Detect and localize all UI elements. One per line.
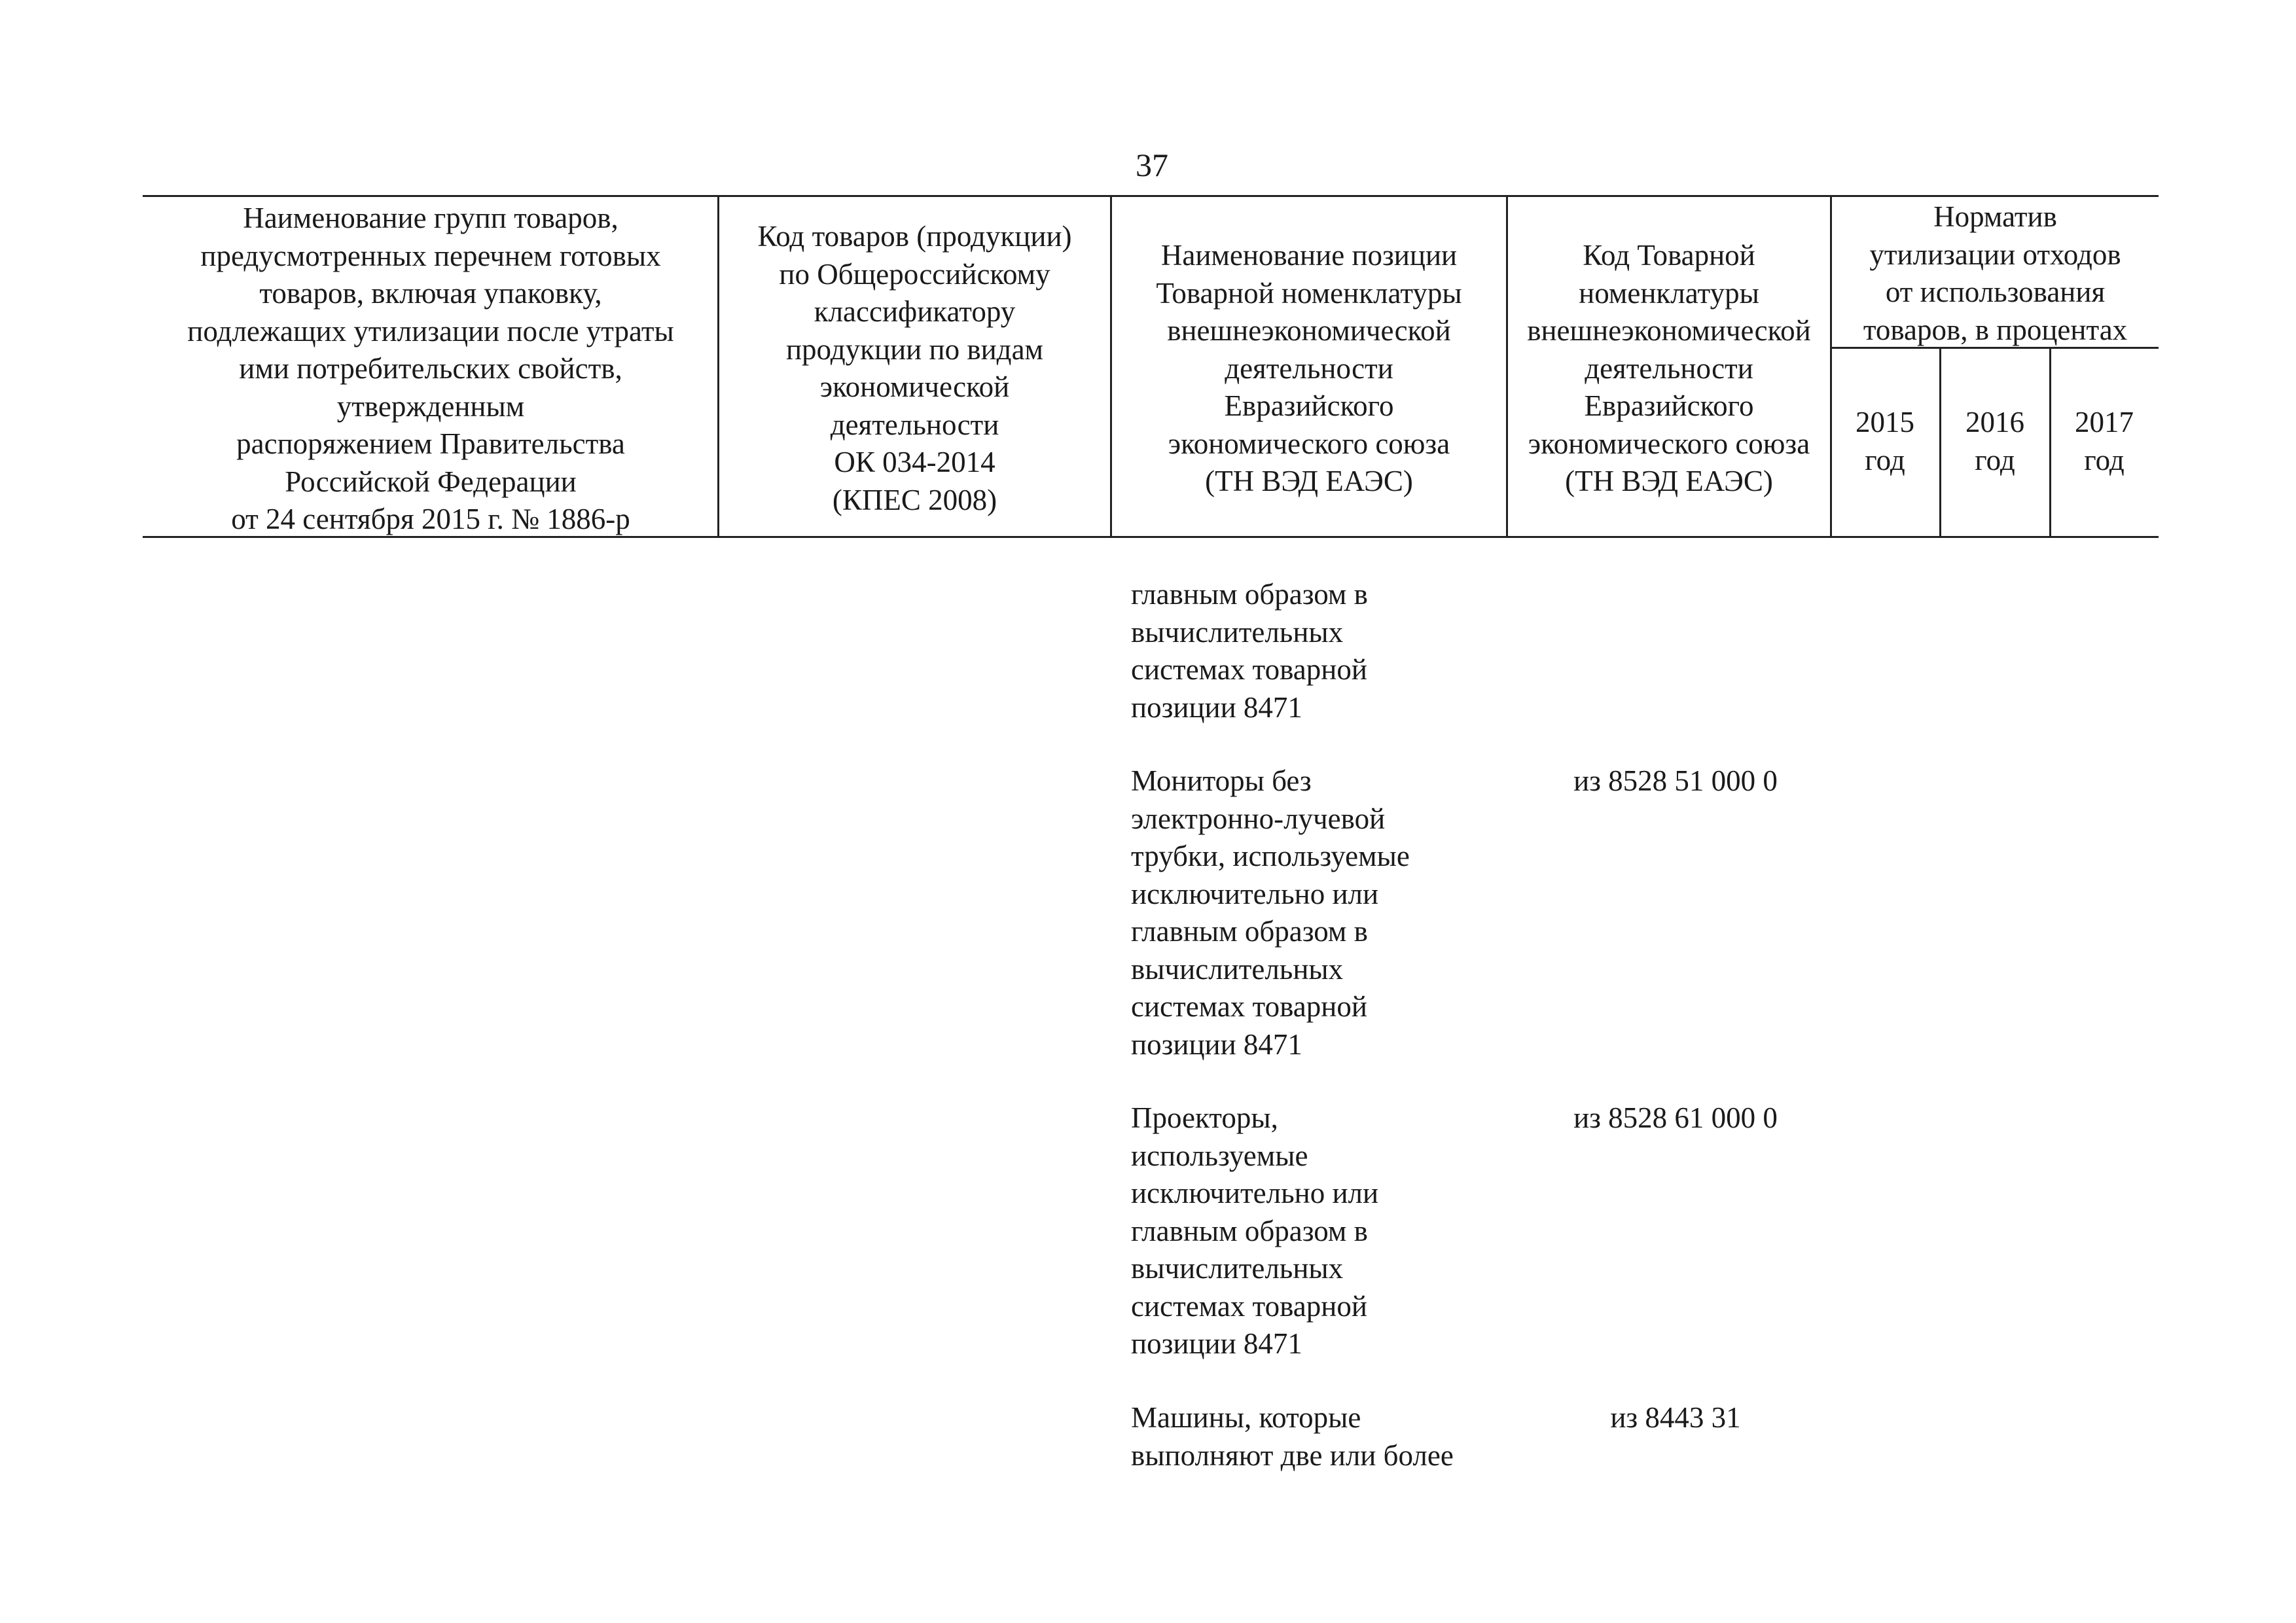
row-item-code: из 8528 61 000 0 [1573,1101,1778,1134]
header-tnved-code: Код Товарной номенклатуры внешнеэкономической деятельности Евразийского экономического союза (ТН ВЭД ЕАЭС) [1527,239,1811,497]
header-recycling-norm: Норматив утилизации отходов от использования товаров, в процентах [1863,200,2128,346]
row-item-code: из 8443 31 [1610,1401,1741,1434]
header-product-group: Наименование групп товаров, предусмотренных перечнем готовых товаров, включая упаковку, подлежащих утилизации после утраты ими потребительских свойств, утвержденным распоряжением Правительства Российской Федерации от 24 сентября 2015 г. № 1886-р [187,202,674,535]
column-divider [1939,348,1941,538]
header-tnved-name: Наименование позиции Товарной номенклатуры внешнеэкономической деятельности Евразийского экономического союза (ТН ВЭД ЕАЭС) [1156,239,1462,497]
column-divider [2049,348,2051,538]
row-item-code: из 8528 51 000 0 [1573,764,1778,797]
table-top-rule [143,195,2159,197]
row-item-name: Мониторы без электронно-лучевой трубки, используемые исключительно или главным образом в вычислительных системах товарной позиции 8471 [1131,764,1410,1061]
header-year-2016: 2016 год [1965,406,2024,476]
row-item-name: Проекторы, используемые исключительно или главным образом в вычислительных системах товарной позиции 8471 [1131,1101,1379,1360]
header-year-2015: 2015 год [1856,406,1914,476]
row-item-name: главным образом в вычислительных системах товарной позиции 8471 [1131,578,1368,724]
header-year-2017: 2017 год [2075,406,2134,476]
header-okpd2-code: Код товаров (продукции) по Общероссийскому классификатору продукции по видам экономической деятельности ОК 034-2014 (КПЕС 2008) [757,220,1072,516]
row-item-name: Машины, которые выполняют две или более [1131,1401,1454,1472]
page-number: 37 [1136,147,1168,183]
